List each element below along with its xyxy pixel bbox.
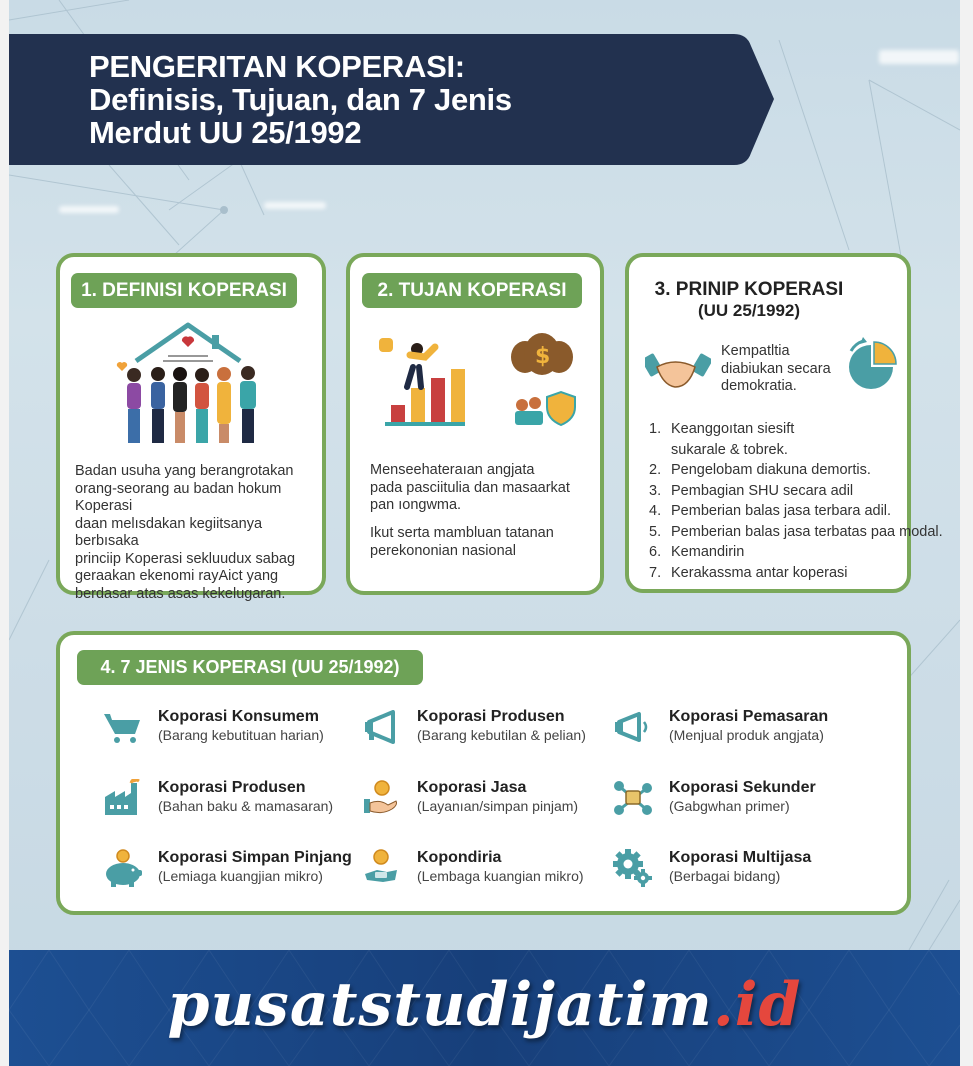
prinsip-item: 6. Kemandirin bbox=[649, 544, 745, 560]
title-banner bbox=[9, 34, 774, 165]
jenis-card bbox=[56, 631, 911, 915]
prinsip-list bbox=[649, 419, 943, 583]
prinsip-intro bbox=[721, 343, 841, 396]
piggy-bank-icon bbox=[98, 848, 146, 888]
community-house-illustration bbox=[108, 319, 268, 449]
jenis-item-sekunder: Koporasi Sekunder (Gabgwhan primer) bbox=[609, 778, 816, 818]
megaphone-icon bbox=[357, 707, 405, 747]
text-line: pada pasciitulia dan masaarkat bbox=[370, 479, 570, 496]
footer-brand-bar bbox=[9, 950, 960, 1066]
jenis-item-produsen: Koporasi Produsen (Barang kebutilan & pelian) bbox=[357, 707, 586, 747]
tujuan-card bbox=[346, 253, 604, 595]
brand-logo-text bbox=[9, 970, 960, 1040]
tujuan-paragraph-2 bbox=[370, 525, 600, 560]
gears-icon bbox=[609, 848, 657, 888]
handshake-icon bbox=[645, 347, 711, 393]
text-line: daan melısdakan kegiitsanya berbısaka bbox=[75, 515, 263, 549]
prinsip-item: 7. Kerakassma antar koperasi bbox=[649, 564, 848, 581]
jenis-item-konsumen: Koporasi Konsumem (Barang kebutituan harian) bbox=[98, 707, 324, 747]
jenis-item-multijasa: Koporasi Multijasa (Berbagai bidang) bbox=[609, 848, 811, 888]
prinsip-card bbox=[625, 253, 943, 593]
text-line: geraakan ekenomi rayAict yang bbox=[75, 568, 279, 584]
text-line: perekononian nasional bbox=[370, 542, 516, 559]
tujuan-paragraph-1 bbox=[370, 462, 600, 515]
ceiling-light bbox=[59, 206, 119, 213]
title-line-2: Definisis, Tujuan, dan 7 Jenis bbox=[89, 82, 512, 117]
prinsip-item: 5. Pemberian balas jasa terbatas paa modal. bbox=[649, 523, 943, 540]
definisi-heading: 1. DEFINISI KOPERASI bbox=[71, 273, 297, 308]
cart-icon bbox=[98, 707, 146, 747]
prinsip-item: 1. Keanggoıtan siesift sukarale & tobrek. bbox=[649, 421, 795, 458]
factory-icon bbox=[98, 778, 146, 818]
network-icon bbox=[609, 778, 657, 818]
prinsip-item: 2. Pengelobam diakuna demortis. bbox=[649, 462, 871, 478]
definisi-text bbox=[75, 463, 325, 603]
text-line: berdasar atas asas kekelugaran. bbox=[75, 585, 286, 602]
ceiling-light bbox=[264, 202, 326, 209]
coin-handshake-icon bbox=[357, 848, 405, 888]
brand-tld: .id bbox=[712, 970, 802, 1040]
title-line-1: PENGERITAN KOPERASI: bbox=[89, 49, 465, 84]
page-title bbox=[89, 50, 512, 149]
prinsip-item: 4. Pemberian balas jasa terbara adil. bbox=[649, 503, 892, 519]
definisi-card bbox=[56, 253, 326, 602]
text-line: Kempatltia bbox=[721, 343, 790, 359]
text-line: Ikut serta mambluan tatanan bbox=[370, 525, 554, 541]
text-line: pan ıongwma. bbox=[370, 497, 462, 513]
growth-chart-money-illustration bbox=[375, 327, 585, 447]
jenis-heading: 4. 7 JENIS KOPERASI (UU 25/1992) bbox=[77, 650, 423, 685]
svg-text:$: $ bbox=[535, 344, 551, 369]
prinsip-heading bbox=[629, 279, 869, 321]
pie-chart-icon bbox=[843, 337, 901, 393]
title-line-3: Merdut UU 25/1992 bbox=[89, 115, 362, 150]
text-line: princiip Koperasi sekluudux sabag bbox=[75, 550, 296, 567]
prinsip-title: 3. PRINIP KOPERASI bbox=[654, 279, 844, 300]
jenis-item-simpan-pinjam: Koporasi Simpan Pinjang (Lemiaga kuangjian mikro) bbox=[98, 848, 352, 888]
jenis-item-produsen-bahan: Koporasi Produsen (Bahan baku & mamasaran) bbox=[98, 778, 333, 818]
megaphone-sound-icon bbox=[609, 707, 657, 747]
brand-name: pusatstudijatim bbox=[167, 970, 713, 1040]
text-line: diabiukan secara bbox=[721, 360, 831, 377]
hand-coin-icon bbox=[357, 778, 405, 818]
prinsip-subtitle: (UU 25/1992) bbox=[697, 301, 801, 320]
jenis-item-pemasaran: Koporasi Pemasaran (Menjual produk angjata) bbox=[609, 707, 828, 747]
text-line: Menseehateraıan angjata bbox=[370, 462, 535, 478]
text-line: demokratia. bbox=[721, 378, 797, 394]
tujuan-heading: 2. TUJAN KOPERASI bbox=[362, 273, 582, 308]
jenis-item-kopondiria: Kopondiria (Lembaga kuangian mikro) bbox=[357, 848, 584, 888]
ceiling-light bbox=[879, 50, 959, 64]
prinsip-item: 3. Pembagian SHU secara adil bbox=[649, 482, 854, 499]
text-line: Badan usuha yang berangrotakan bbox=[75, 463, 294, 479]
text-line: orang-seorang au badan hokum Koperasi bbox=[75, 480, 282, 514]
infographic-poster bbox=[9, 0, 960, 1066]
jenis-item-jasa: Koporasi Jasa (Layanıan/simpan pinjam) bbox=[357, 778, 578, 818]
